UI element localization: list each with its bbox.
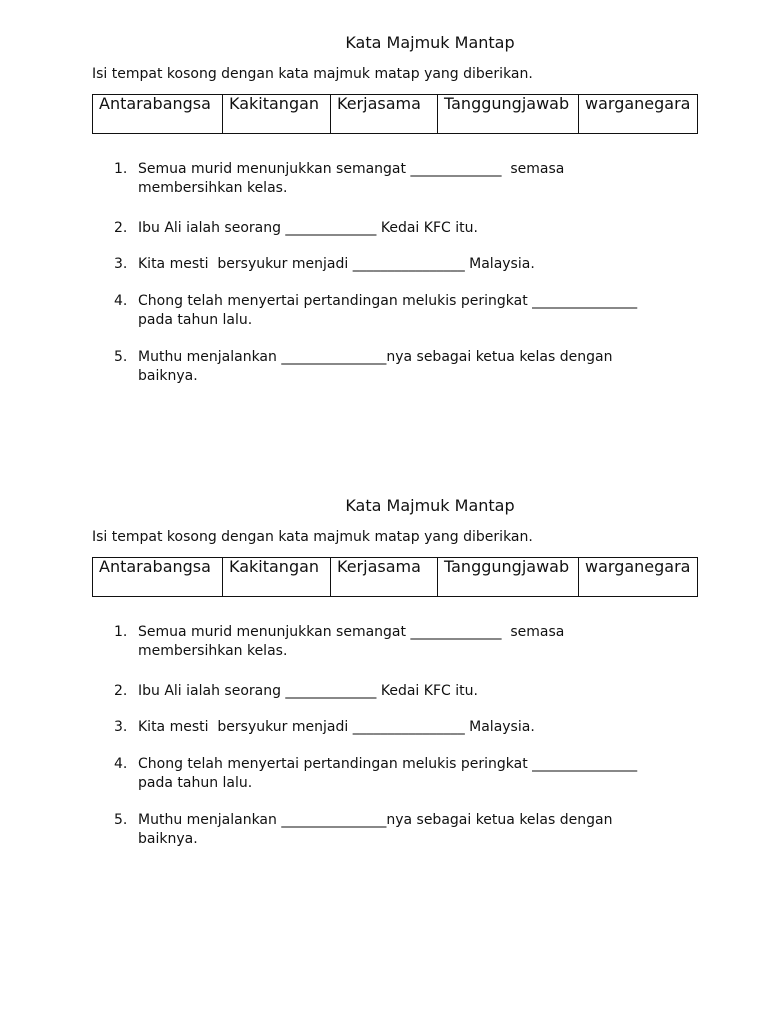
word-bank-cell: Antarabangsa bbox=[93, 95, 223, 134]
question-text: Muthu menjalankan _______________nya sebagai ketua kelas dengan bbox=[138, 349, 613, 365]
question-number: 5. bbox=[114, 349, 128, 365]
word-bank-table bbox=[92, 557, 698, 597]
question-text-continued: membersihkan kelas. bbox=[138, 180, 288, 196]
question-number: 1. bbox=[114, 161, 128, 177]
question-text-continued: membersihkan kelas. bbox=[138, 643, 288, 659]
word-bank-cell: Antarabangsa bbox=[93, 558, 223, 597]
question-number: 2. bbox=[114, 683, 128, 699]
question-number: 4. bbox=[114, 756, 128, 772]
question-text: Ibu Ali ialah seorang _____________ Kedai KFC itu. bbox=[138, 683, 478, 699]
question-text: Chong telah menyertai pertandingan melukis peringkat _______________ bbox=[138, 293, 638, 309]
word-bank-cell: warganegara bbox=[579, 558, 698, 597]
worksheet-instruction: Isi tempat kosong dengan kata majmuk matap yang diberikan. bbox=[92, 66, 533, 82]
word-bank-cell: Kakitangan bbox=[223, 95, 331, 134]
question-text: Semua murid menunjukkan semangat _____________ semasa bbox=[138, 624, 565, 640]
question-text: Kita mesti bersyukur menjadi ________________ Malaysia. bbox=[138, 256, 535, 272]
word-bank-cell: warganegara bbox=[579, 95, 698, 134]
worksheet-instruction: Isi tempat kosong dengan kata majmuk matap yang diberikan. bbox=[92, 529, 533, 545]
question-number: 2. bbox=[114, 220, 128, 236]
question-text: Ibu Ali ialah seorang _____________ Kedai KFC itu. bbox=[138, 220, 478, 236]
worksheet-title: Kata Majmuk Mantap bbox=[345, 33, 515, 52]
word-bank-cell: Kakitangan bbox=[223, 558, 331, 597]
question-text: Kita mesti bersyukur menjadi ________________ Malaysia. bbox=[138, 719, 535, 735]
question-text-continued: pada tahun lalu. bbox=[138, 775, 253, 791]
question-text-continued: pada tahun lalu. bbox=[138, 312, 253, 328]
word-bank-cell: Kerjasama bbox=[331, 558, 438, 597]
question-text: Chong telah menyertai pertandingan melukis peringkat _______________ bbox=[138, 756, 638, 772]
question-text: Muthu menjalankan _______________nya sebagai ketua kelas dengan bbox=[138, 812, 613, 828]
word-bank-cell: Kerjasama bbox=[331, 95, 438, 134]
question-number: 3. bbox=[114, 719, 128, 735]
worksheet-title: Kata Majmuk Mantap bbox=[345, 496, 515, 515]
word-bank-cell: Tanggungjawab bbox=[438, 558, 579, 597]
word-bank-table bbox=[92, 94, 698, 134]
question-number: 4. bbox=[114, 293, 128, 309]
word-bank-cell: Tanggungjawab bbox=[438, 95, 579, 134]
question-number: 5. bbox=[114, 812, 128, 828]
word-bank-row bbox=[93, 558, 698, 597]
question-text-continued: baiknya. bbox=[138, 368, 198, 384]
word-bank-row bbox=[93, 95, 698, 134]
question-number: 1. bbox=[114, 624, 128, 640]
question-text: Semua murid menunjukkan semangat _____________ semasa bbox=[138, 161, 565, 177]
question-number: 3. bbox=[114, 256, 128, 272]
question-text-continued: baiknya. bbox=[138, 831, 198, 847]
